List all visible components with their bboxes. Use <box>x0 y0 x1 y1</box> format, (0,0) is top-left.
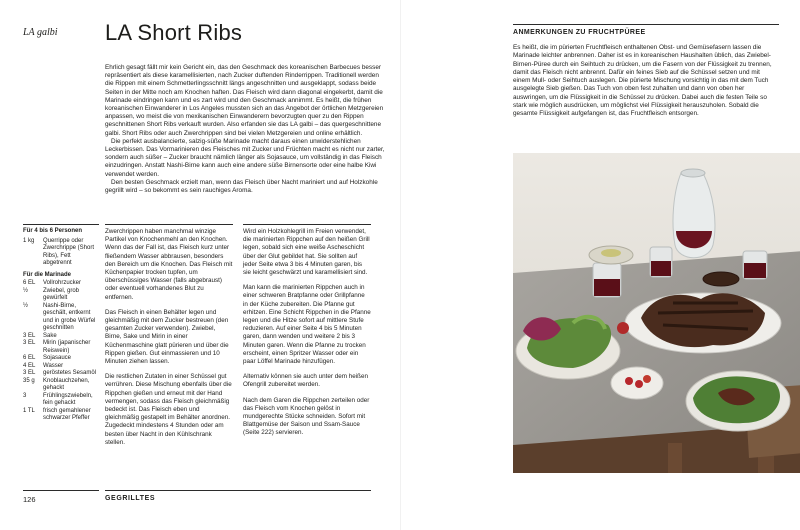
ingredient-name: Zwiebel, grob gewürfelt <box>43 287 80 301</box>
ingredient-name: Wasser <box>43 362 64 369</box>
ingredient-name: Nashi-Birne, geschält, entkernt und in grobe Würfel geschnitten <box>43 302 96 331</box>
ingredient-amount: 6 EL <box>23 355 36 361</box>
ingredient-item <box>23 355 99 363</box>
page-gutter <box>400 0 401 530</box>
section-name: GEGRILLTES <box>105 495 156 502</box>
marinade-heading: Für die Marinade <box>23 271 72 278</box>
ingredient-name: Knoblauchzehen, gehackt <box>43 377 90 391</box>
wine-glass-wine <box>594 279 620 296</box>
recipe-intro <box>105 64 385 195</box>
ingredient-item <box>23 280 99 288</box>
page-number: 126 <box>23 495 36 504</box>
bowl-content <box>601 249 621 257</box>
ingredient-amount: 6 EL <box>23 280 36 286</box>
wine-glass-wine <box>651 261 671 276</box>
chili-slice <box>643 375 651 383</box>
intro-paragraph: Ehrlich gesagt fällt mir kein Gericht ein, das den Geschmack des koreanischen Barbecues besser repräsentiert als diese karamellisierten, nach Zucker duftenden Rinderrippen. Traditionell werden die Rippen mit einem Schmetterlingsschnitt längs angeschnitten und ausgeklappt, sodass beide Seiten in der Mitte noch am Knochen haften. Das Fleisch wird dann diagonal eingekerbt, damit die Marinade eindringen kann und es zart wird und den Geschmack annimmt. Es heißt, die frühen koreanischen Einwanderer in Los Angeles mussten sich an das Angebot der örtlichen Metzgereien anpassen, wo meist die von mexikanischen Einwanderern bevorzugten quer zu den Rippen geschnittenen Short Ribs verkauft wurden. Also erfanden sie das LA galbi – das quergeschnittene galbi. Short Ribs oder auch Zwerchrippen sind bei vielen Metzgereien und online erhältlich. <box>105 64 384 137</box>
ingredient-item <box>23 288 99 303</box>
ingredient-amount: 35 g <box>23 377 35 384</box>
ingredient-amount: 3 EL <box>23 340 36 346</box>
method-step: Wird ein Holzkohlegrill im Freien verwendet, die marinierten Rippchen auf den heißen Grill legen, sobald sich eine weiße Ascheschicht über der Glut gebildet hat. Sie sollten auf jeder Seite etwa 3 bis 4 Minuten garen, bis sie leicht geschwärzt und karamellisiert sind. <box>243 228 370 277</box>
servings-heading: Für 4 bis 6 Personen <box>23 228 83 234</box>
method-column-2 <box>243 228 371 445</box>
tomato <box>617 322 629 334</box>
ingredient-amount: 3 <box>23 392 27 399</box>
intro-paragraph: Die perfekt ausbalancierte, salzig-süße Marinade macht daraus einen unwiderstehlichen Leckerbissen. Das Vormarinieren des Fleisches mit Zucker und Früchten macht es nicht nur zarter, sondern auch süßer – Zucker braucht nämlich länger als Sojasauce, um vollständig in das Fleisch einzudringen. Anstatt Nashi-Birne kann auch eine andere süße Birnensorte oder eine halbe Kiwi verwendet werden. <box>105 137 385 178</box>
ingredient-item <box>23 408 99 423</box>
carafe-neck <box>681 169 705 177</box>
ingredient-item <box>23 333 99 341</box>
note-paragraph: Es heißt, die im pürierten Fruchtfleisch enthaltenen Obst- und Gemüsefasern lassen die Marinade leichter anbrennen. Daher ist es in koreanischen Haushalten üblich, das Zwiebel-Birnen-Püree durch ein Seihtuch zu drücken, um die Fasern von der Flüssigkeit zu trennen, damit das Fleisch nicht anbrennt. Dafür ein feines Sieb auf die Schüssel setzen und mit einem Mull- oder Seihtuch auslegen. Die pürierte Mischung vorsichtig in das mit dem Tuch ausgelegte Sieb gießen. Das Tuch von oben fest zuhalten und dann von oben her auswringen, um die Flüssigkeit in die Schüssel zu drücken. Dabei auch die festen Teile so stark wie möglich ausdrücken, um möglichst viel Flüssigkeit herauszuholen. Sobald die gesamte Flüssigkeit aufgefangen ist, das Fruchtfleisch entsorgen. <box>513 44 772 118</box>
sauce-bowl <box>703 272 739 286</box>
method-step: Nach dem Garen die Rippchen zerteilen oder das Fleisch vom Knochen gelöst in mundgerechte Stücke schneiden. Sofort mit Blattgemüse der Saison und Ssam-Sauce (Seite 222) servieren. <box>243 396 370 437</box>
column-rule <box>243 224 371 225</box>
note-body <box>513 44 779 119</box>
method-step: Die restlichen Zutaten in einer Schüssel gut verrühren. Diese Mischung ebenfalls über die Rippchen gießen und erneut mit der Hand vermengen, sodass das Fleisch gleichmäßig bedeckt ist. Das Fleisch eben und gleichmäßig gestapelt im Behälter anordnen. Zugedeckt mindestens 4 Stunden oder am besten über Nacht in den Kühlschrank stellen. <box>105 373 232 446</box>
food-photo-illustration <box>513 153 800 473</box>
ingredient-item <box>23 363 99 371</box>
ingredient-name: Sake <box>43 332 57 339</box>
chili-slice <box>635 380 643 388</box>
ingredient-name: Mirin (japanischer Reiswein) <box>43 340 91 354</box>
chili-slice <box>625 377 633 385</box>
ingredient-item <box>23 303 99 333</box>
ingredient-item <box>23 238 99 268</box>
ingredient-item <box>23 378 99 393</box>
ingredient-item <box>23 340 99 355</box>
ingredient-name: frisch gemahlener schwarzer Pfeffer <box>43 407 91 421</box>
method-step: Man kann die marinierten Rippchen auch in einer schweren Bratpfanne oder Grillpfanne in der Küche zubereiten. Die Pfanne gut erhitzen. Eine Schicht Rippchen in die Pfanne legen und die Hitze sofort auf mittlere Stufe reduzieren. Auf einer Seite 4 bis 5 Minuten garen, dann wenden und weitere 2 bis 3 Minuten garen. Wenn die Pfanne zu trocken erscheint, einen Spritzer Wasser oder ein paar Löffel Marinade hinzufügen. <box>243 284 371 366</box>
method-step: Zwerchrippen haben manchmal winzige Partikel von Knochenmehl an den Knochen. Wenn das der Fall ist, das Fleisch kurz unter fließendem Wasser abbrausen, besonders den Bereich um die Knochen. Das Fleisch mit Küchenpapier trocken tupfen, um überschüssiges Wasser (falls abgebraust) oder eventuell vorhandenes Blut zu entfernen. <box>105 228 233 301</box>
ingredient-amount: 1 TL <box>23 407 35 414</box>
ingredient-amount: 4 EL <box>23 362 36 369</box>
method-step: Alternativ können sie auch unter dem heißen Ofengrill zubereitet werden. <box>243 373 368 389</box>
ingredient-amount: ½ <box>23 302 29 309</box>
intro-paragraph: Den besten Geschmack erzielt man, wenn das Fleisch über Nacht mariniert und auf Holzkohle gegrillt wird – so bekommt es sein rauchiges Aroma. <box>105 178 378 195</box>
ingredient-name: Sojasauce <box>43 355 72 361</box>
footer-rule <box>105 490 371 491</box>
ingredient-amount: 3 EL <box>23 332 36 339</box>
ingredient-name: Frühlingszwiebeln, fein gehackt <box>43 392 93 406</box>
running-head: LA galbi <box>23 27 58 38</box>
method-step: Das Fleisch in einen Behälter legen und gleichmäßig mit dem Zucker bestreuen (den gesamten Zucker verwenden). Zwiebel, Birne, Sake und Mirin in einer Küchenmaschine glatt pürieren und über die Rippen gießen. Gut einmassieren und 10 Minuten ziehen lassen. <box>105 308 229 366</box>
footer-rule <box>23 490 99 491</box>
ingredients-rule <box>23 224 99 225</box>
ingredient-name: geröstetes Sesamöl <box>43 370 97 376</box>
wine-glass-wine <box>744 263 766 278</box>
ingredients-list <box>23 228 99 423</box>
food-photo <box>513 153 800 473</box>
column-rule <box>105 224 233 225</box>
ingredient-amount: 1 kg <box>23 237 35 244</box>
method-column-1 <box>105 228 233 454</box>
recipe-title: LA Short Ribs <box>105 20 243 45</box>
ingredient-amount: 3 EL <box>23 370 36 376</box>
note-rule <box>513 24 779 25</box>
ingredient-amount: ½ <box>23 287 29 294</box>
ingredient-item <box>23 370 99 378</box>
ingredient-name: Vollrohrzucker <box>43 280 82 286</box>
ingredient-item <box>23 393 99 408</box>
note-heading: ANMERKUNGEN ZU FRUCHTPÜREE <box>513 29 646 36</box>
table-leg <box>668 443 682 473</box>
ingredient-name: Querrippe oder Zwerchrippe (Short Ribs), Fett abgetrennt <box>43 237 95 266</box>
